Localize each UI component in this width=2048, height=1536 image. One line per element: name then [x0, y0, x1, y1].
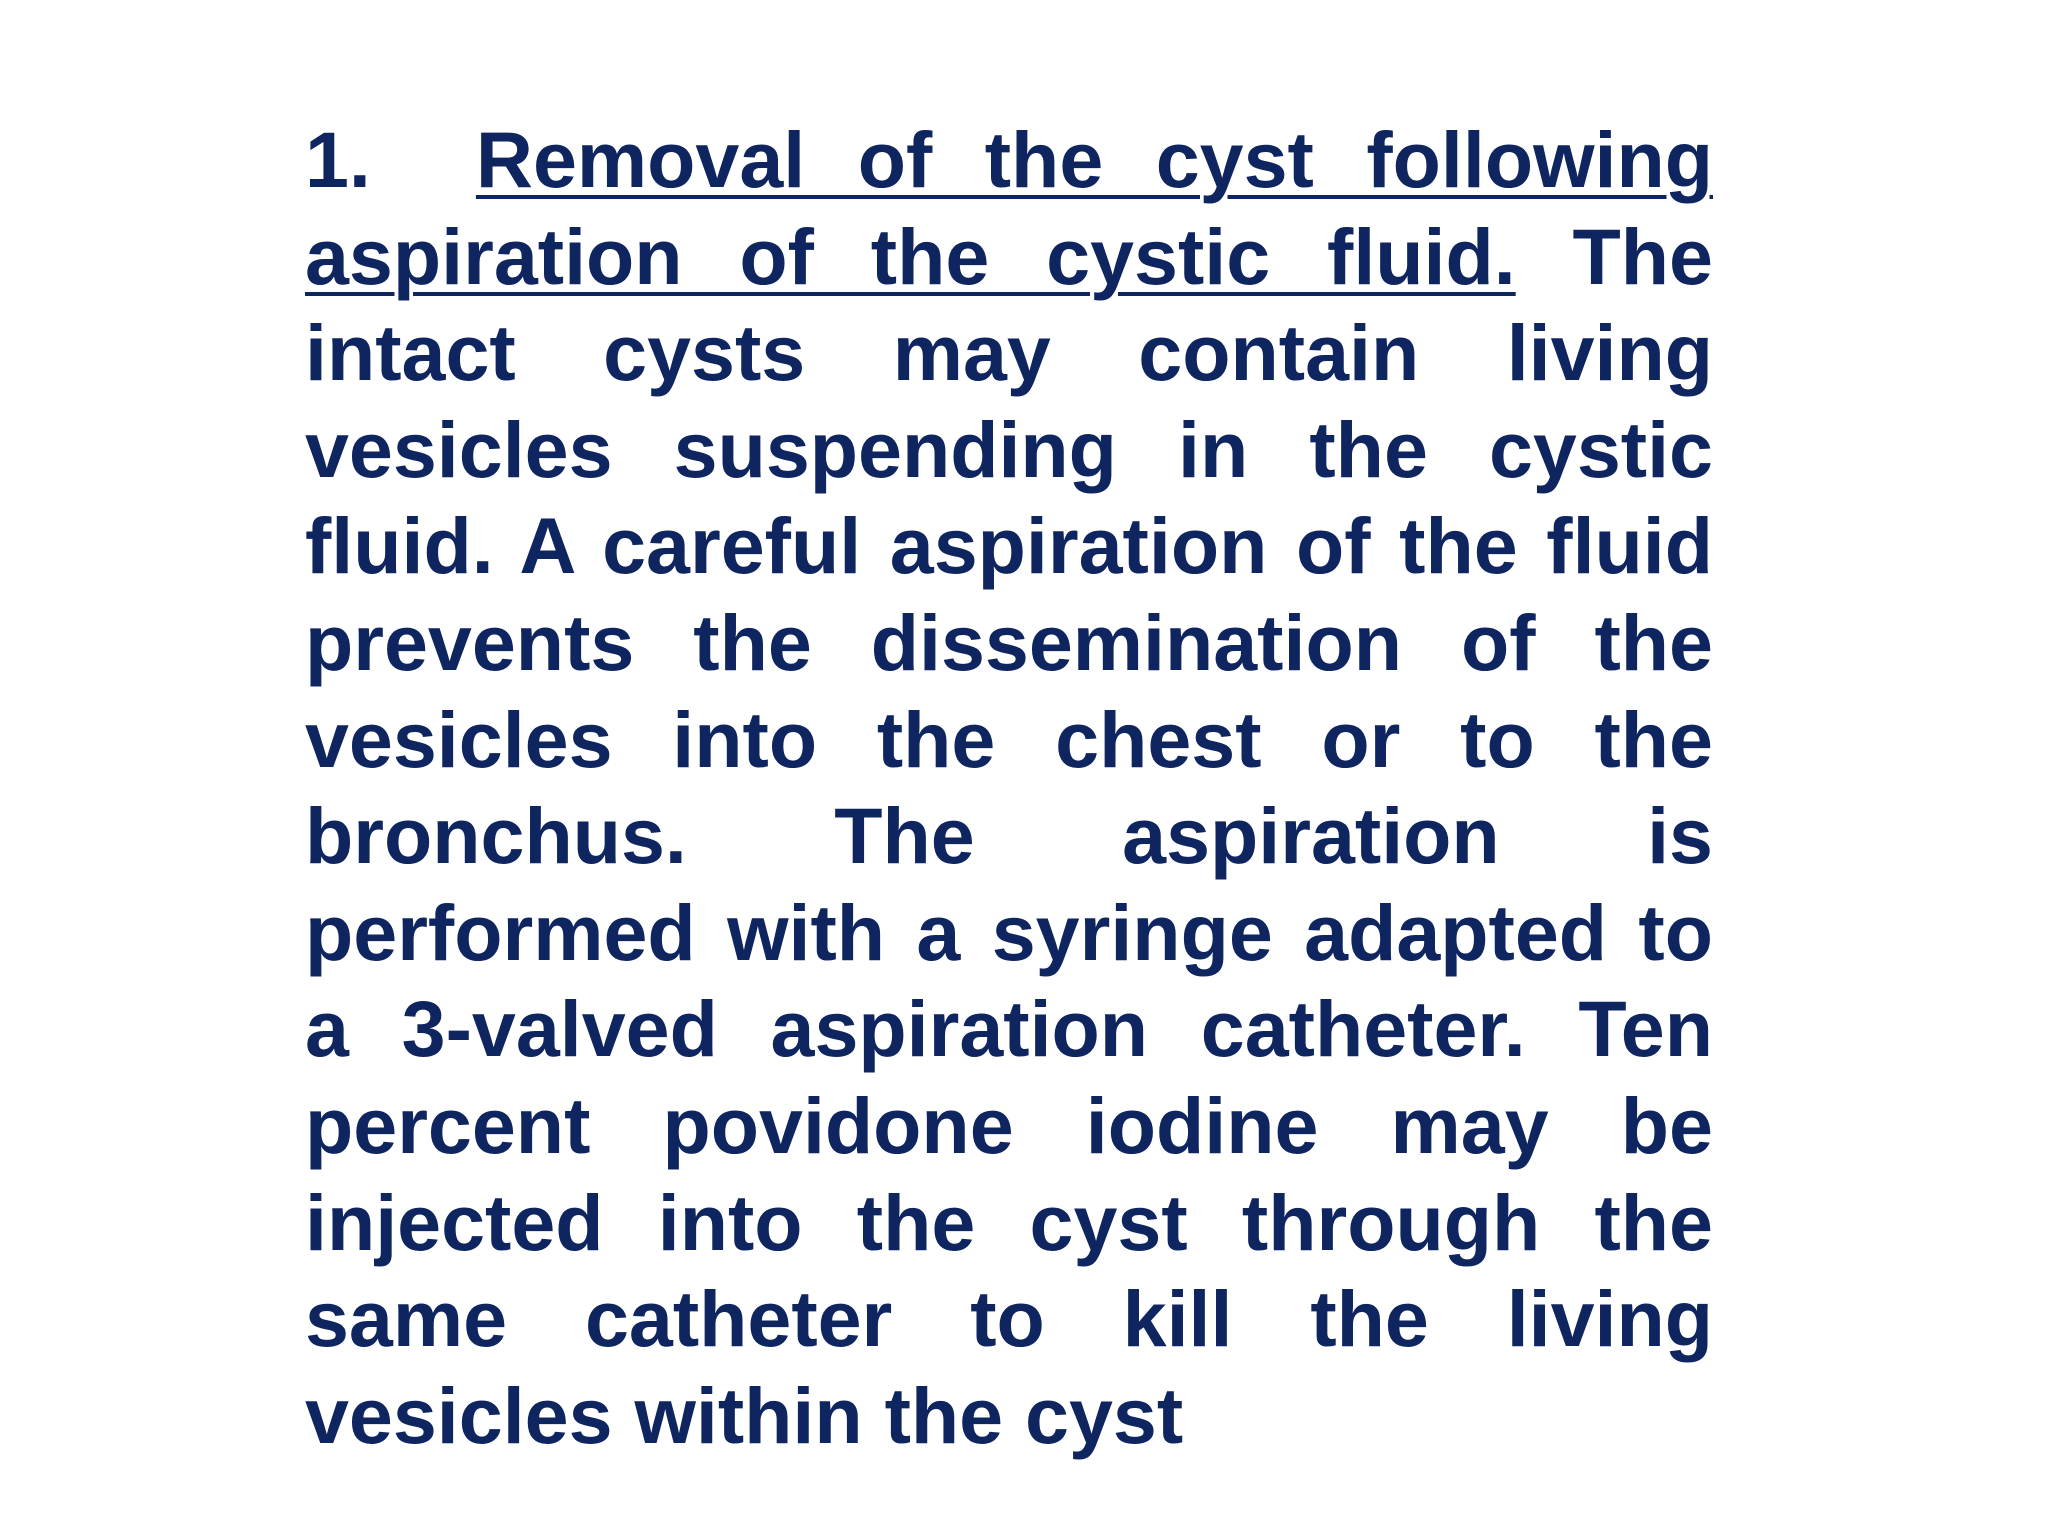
- slide-body-text: The intact cysts may contain living vesicles suspending in the cystic fluid. A careful aspiration of the fluid prevents the dissemination of the vesicles into the chest or to the bronchus. The aspiration is performed with a syringe adapted to a 3-valved aspiration catheter. Ten percent povidone iodine may be injected into the cyst through the same catheter to kill the living vesicles within the cyst: [305, 211, 1713, 1460]
- list-number: 1.: [305, 115, 371, 204]
- slide-heading: Removal of the cyst following aspiration of the cystic fluid.: [305, 115, 1713, 301]
- slide-paragraph: [305, 112, 1713, 1464]
